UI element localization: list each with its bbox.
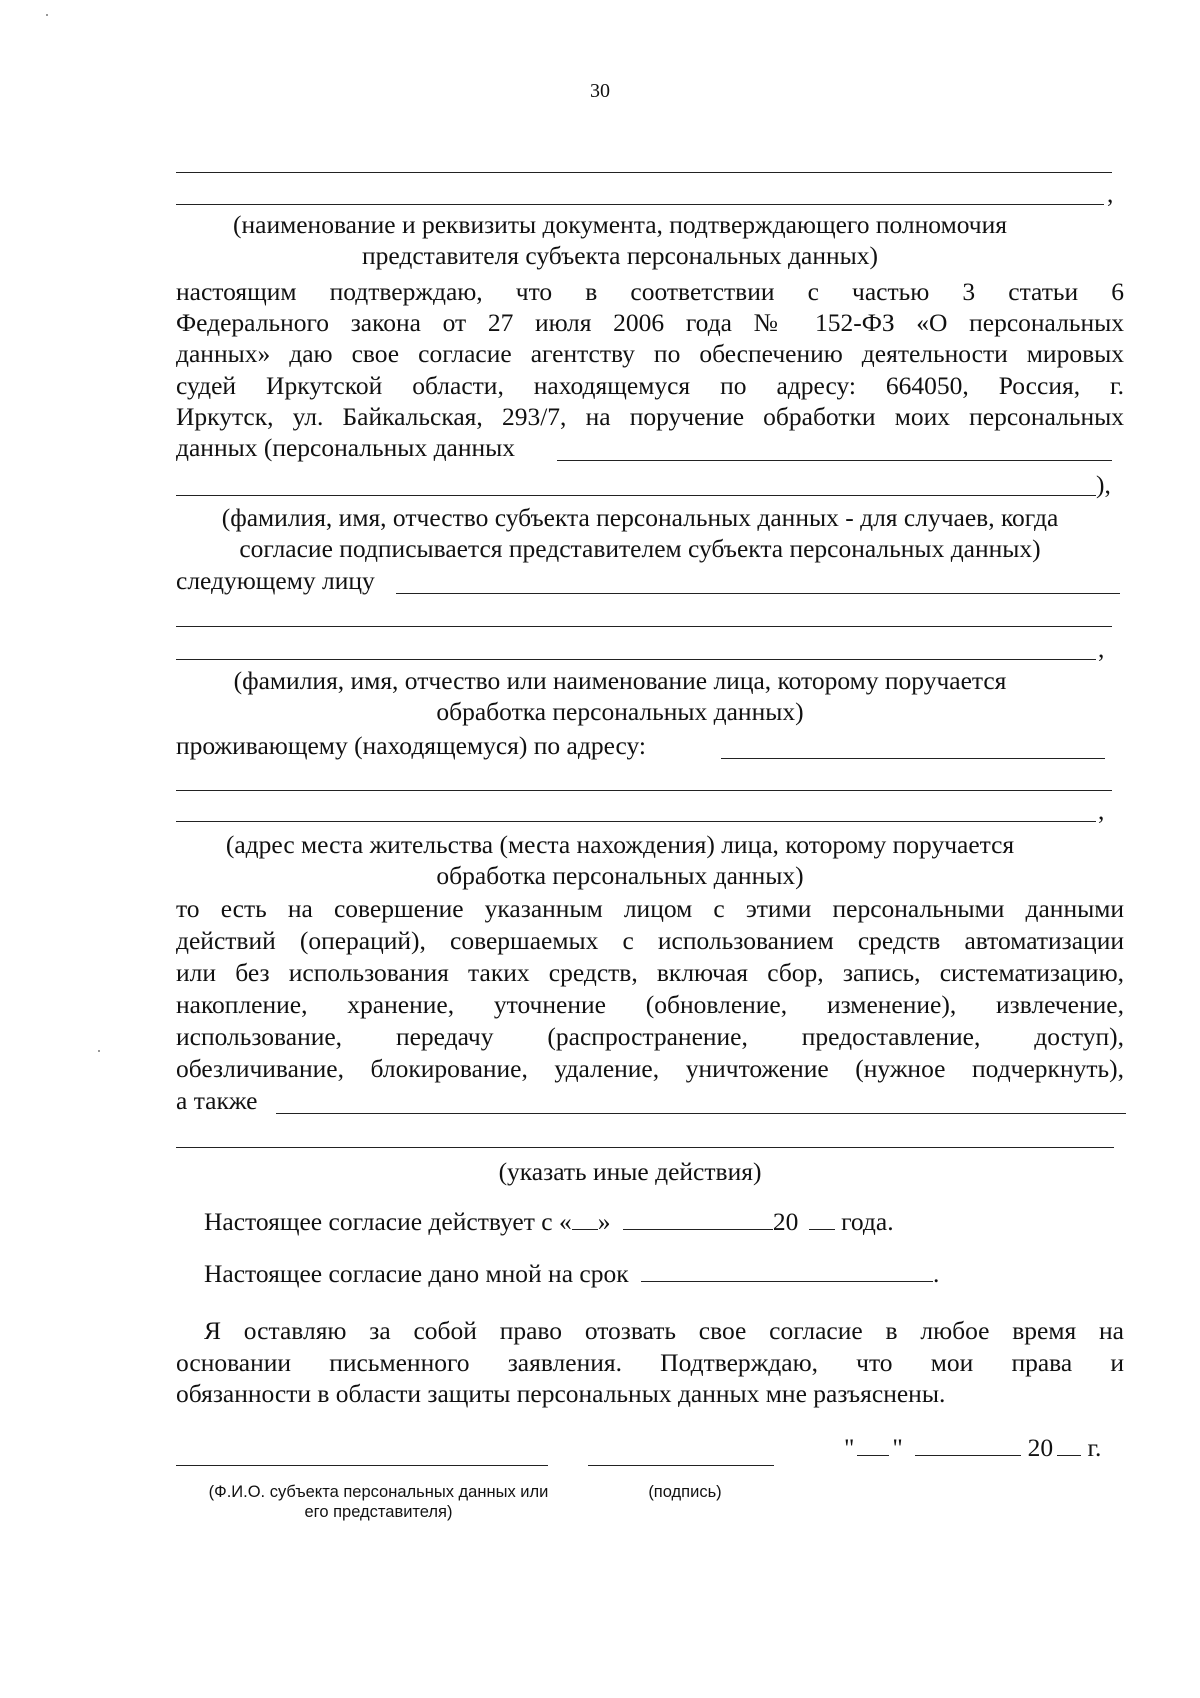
paragraph-line: обязанности в области защиты персональных данных мне разъяснены. [176, 1379, 946, 1408]
validity-suffix: года. [841, 1207, 894, 1236]
blank-line [721, 758, 1105, 759]
caption: представителя субъекта персональных данных) [361, 241, 879, 270]
blank-line [176, 204, 1104, 205]
paragraph-line: Иркутск, ул. Байкальская, 293/7, на поручение обработки моих персональных [176, 402, 1124, 431]
term-label: Настоящее согласие дано мной на срок [204, 1259, 629, 1288]
paragraph-line: данных (персональных данных [176, 433, 516, 462]
blank-line [176, 172, 1112, 173]
caption: (фамилия, имя, отчество субъекта персональных данных - для случаев, когда [221, 503, 1059, 532]
term-blank [641, 1259, 933, 1282]
paragraph-line: то есть на совершение указанным лицом с этими персональными данными [176, 894, 1124, 923]
comma: , [1098, 796, 1105, 825]
blank-line [557, 460, 1112, 461]
blank-line [176, 790, 1112, 791]
caption: обработка персональных данных) [436, 861, 804, 890]
blank-line [176, 659, 1096, 660]
recipient-label: следующему лицу [176, 566, 375, 595]
scan-speck [46, 14, 48, 16]
paragraph-line: Я оставляю за собой право отозвать свое согласие в любое время на [204, 1316, 1124, 1345]
validity-mid: » [597, 1207, 611, 1236]
date-year-prefix: 20 [1027, 1433, 1054, 1462]
blank-line [276, 1113, 1126, 1114]
blank-line [396, 593, 1120, 594]
month-blank [623, 1207, 773, 1230]
validity-year: 20 [772, 1207, 799, 1236]
paragraph-line: использование, передачу (распространение, предоставление, доступ), [176, 1022, 1124, 1051]
date-year-blank [1057, 1433, 1081, 1456]
paragraph-line: основании письменного заявления. Подтверждаю, что мои права и [176, 1348, 1124, 1377]
caption: обработка персональных данных) [436, 697, 804, 726]
blank-line [176, 626, 1112, 627]
date-field [844, 1432, 1101, 1463]
blank-line [176, 495, 1096, 496]
paragraph-line: обезличивание, блокирование, удаление, уничтожение (нужное подчеркнуть), [176, 1054, 1124, 1083]
quote-open: " [844, 1433, 855, 1462]
validity-line [204, 1206, 894, 1237]
date-month-blank [915, 1433, 1021, 1456]
address-label: проживающему (находящемуся) по адресу: [176, 731, 647, 760]
closing-paren: ), [1096, 470, 1111, 499]
also-label: а также [176, 1086, 258, 1115]
caption: (адрес места жительства (места нахождения) лица, которому поручается [225, 830, 1015, 859]
date-year-suffix: г. [1087, 1433, 1102, 1462]
blank-line [176, 821, 1096, 822]
caption: (наименование и реквизиты документа, подтверждающего полномочия [232, 210, 1007, 239]
fio-caption: (Ф.И.О. субъекта персональных данных или [208, 1483, 549, 1501]
comma: , [1098, 634, 1105, 663]
day-blank [572, 1207, 598, 1230]
sign-caption: (подпись) [648, 1483, 722, 1501]
fio-signature-line [176, 1465, 548, 1466]
scan-speck [98, 1050, 100, 1052]
page-number: 30 [590, 80, 610, 102]
blank-line [176, 1147, 1114, 1148]
paragraph-line: или без использования таких средств, включая сбор, запись, систематизацию, [176, 958, 1124, 987]
caption: (указать иные действия) [498, 1157, 762, 1186]
term-end: . [932, 1259, 940, 1288]
term-line [204, 1258, 939, 1289]
fio-caption: его представителя) [304, 1503, 453, 1521]
quote-close: " [892, 1433, 903, 1462]
date-day-blank [857, 1433, 889, 1456]
paragraph-line: накопление, хранение, уточнение (обновление, изменение), извлечение, [176, 990, 1124, 1019]
paragraph-line: настоящим подтверждаю, что в соответствии с частью 3 статьи 6 [176, 277, 1124, 306]
comma: , [1107, 179, 1114, 208]
paragraph-line: Федерального закона от 27 июля 2006 года № 152-ФЗ «О персональных [176, 308, 1124, 337]
year-blank [809, 1207, 835, 1230]
paragraph-line: действий (операций), совершаемых с использованием средств автоматизации [176, 926, 1124, 955]
paragraph-line: данных» даю свое согласие агентству по обеспечению деятельности мировых [176, 339, 1124, 368]
caption: согласие подписывается представителем субъекта персональных данных) [239, 534, 1041, 563]
signature-line [588, 1465, 774, 1466]
validity-prefix: Настоящее согласие действует с « [204, 1207, 572, 1236]
paragraph-line: судей Иркутской области, находящемуся по адресу: 664050, Россия, г. [176, 371, 1124, 400]
caption: (фамилия, имя, отчество или наименование лица, которому поручается [233, 666, 1007, 695]
